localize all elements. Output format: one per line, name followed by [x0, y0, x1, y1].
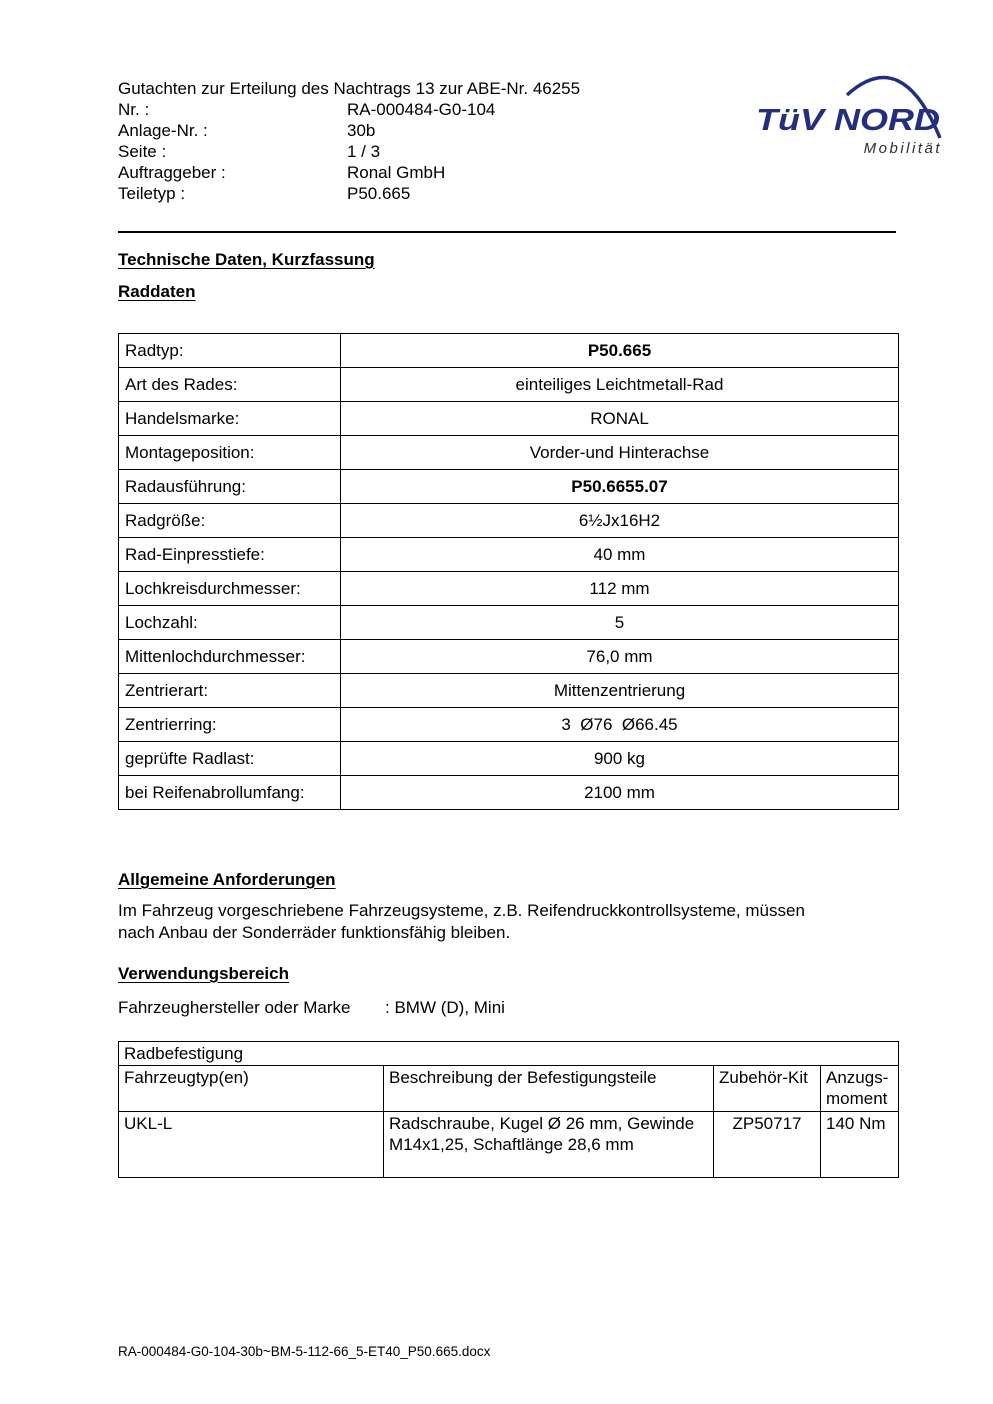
section-heading-allgemeine-anforderungen: Allgemeine Anforderungen [118, 870, 336, 889]
raddaten-label: Radausführung: [119, 470, 341, 504]
raddaten-row [119, 402, 899, 436]
raddaten-row [119, 606, 899, 640]
allgemeine-text-line: Im Fahrzeug vorgeschriebene Fahrzeugsysteme, z.B. Reifendruckkontrollsysteme, müssen [118, 901, 805, 920]
fahrzeughersteller-label: Fahrzeughersteller oder Marke [118, 998, 351, 1017]
raddaten-row [119, 436, 899, 470]
raddaten-value: 2100 mm [341, 776, 899, 810]
header-field-value: P50.665 [347, 184, 411, 203]
header-divider [118, 231, 896, 233]
raddaten-row [119, 640, 899, 674]
raddaten-row [119, 572, 899, 606]
fahrzeughersteller-line [118, 998, 505, 1018]
raddaten-label: Radgröße: [119, 504, 341, 538]
raddaten-label: Handelsmarke: [119, 402, 341, 436]
raddaten-label: Zentrierring: [119, 708, 341, 742]
radbefestigung-header-cell: Fahrzeugtyp(en) [119, 1066, 384, 1112]
footer-filename: RA-000484-G0-104-30b~BM-5-112-66_5-ET40_P50.665.docx [118, 1344, 491, 1359]
raddaten-label: Mittenlochdurchmesser: [119, 640, 341, 674]
raddaten-value: 40 mm [341, 538, 899, 572]
header-field-value: 1 / 3 [347, 142, 381, 161]
raddaten-row [119, 470, 899, 504]
raddaten-row [119, 504, 899, 538]
tuv-nord-logo [752, 50, 952, 157]
raddaten-value: 3 Ø76 Ø66.45 [341, 708, 899, 742]
raddaten-label: geprüfte Radlast: [119, 742, 341, 776]
allgemeine-text-line: nach Anbau der Sonderräder funktionsfähig bleiben. [118, 923, 511, 942]
radbefestigung-header-row [119, 1066, 899, 1112]
radbefestigung-data-cell: Radschraube, Kugel Ø 26 mm, Gewinde M14x1,25, Schaftlänge 28,6 mm [384, 1112, 714, 1178]
raddaten-label: bei Reifenabrollumfang: [119, 776, 341, 810]
header-field [118, 183, 580, 204]
raddaten-row [119, 708, 899, 742]
radbefestigung-title-row [119, 1042, 899, 1066]
section-heading-raddaten: Raddaten [118, 282, 196, 301]
header-field-label: Seite : [118, 142, 167, 161]
document-header [118, 78, 580, 204]
radbefestigung-data-row [119, 1112, 899, 1178]
radbefestigung-data-cell: 140 Nm [821, 1112, 899, 1178]
raddaten-label: Rad-Einpresstiefe: [119, 538, 341, 572]
fahrzeughersteller-value: : BMW (D), Mini [385, 998, 505, 1017]
raddaten-table-body [119, 334, 899, 810]
raddaten-value: P50.6655.07 [341, 470, 899, 504]
raddaten-value: einteiliges Leichtmetall-Rad [341, 368, 899, 402]
raddaten-value: 112 mm [341, 572, 899, 606]
raddaten-label: Radtyp: [119, 334, 341, 368]
raddaten-value: P50.665 [341, 334, 899, 368]
raddaten-row [119, 368, 899, 402]
allgemeine-anforderungen-text [118, 900, 918, 944]
header-field [118, 141, 580, 162]
logo-brand-text: TüV NORD [756, 102, 940, 137]
header-field-label: Teiletyp : [118, 184, 186, 203]
raddaten-row [119, 538, 899, 572]
header-field [118, 162, 580, 183]
document-title: Gutachten zur Erteilung des Nachtrags 13 zur ABE-Nr. 46255 [118, 79, 581, 98]
raddaten-row [119, 674, 899, 708]
radbefestigung-header-cell: Anzugs-moment [821, 1066, 899, 1112]
raddaten-value: 6½Jx16H2 [341, 504, 899, 538]
radbefestigung-data-cell: UKL-L [119, 1112, 384, 1178]
header-field [118, 120, 580, 141]
header-field-value: Ronal GmbH [347, 163, 446, 182]
tuv-nord-logo-graphic [752, 50, 952, 146]
header-field-label: Anlage-Nr. : [118, 121, 208, 140]
raddaten-value: Mittenzentrierung [341, 674, 899, 708]
raddaten-value: Vorder-und Hinterachse [341, 436, 899, 470]
raddaten-value: 76,0 mm [341, 640, 899, 674]
raddaten-value: 5 [341, 606, 899, 640]
raddaten-label: Art des Rades: [119, 368, 341, 402]
radbefestigung-header-cell: Zubehör-Kit [714, 1066, 821, 1112]
radbefestigung-data-cell: ZP50717 [714, 1112, 821, 1178]
raddaten-value: 900 kg [341, 742, 899, 776]
section-heading-technische-daten: Technische Daten, Kurzfassung [118, 250, 375, 269]
radbefestigung-title: Radbefestigung [119, 1042, 899, 1066]
raddaten-label: Lochzahl: [119, 606, 341, 640]
logo-tagline: Mobilität [863, 140, 942, 157]
section-heading-verwendungsbereich: Verwendungsbereich [118, 964, 289, 983]
raddaten-label: Lochkreisdurchmesser: [119, 572, 341, 606]
raddaten-table [118, 333, 899, 810]
header-field-value: 30b [347, 121, 376, 140]
raddaten-label: Montageposition: [119, 436, 341, 470]
raddaten-row [119, 776, 899, 810]
raddaten-row [119, 742, 899, 776]
header-field [118, 99, 580, 120]
raddaten-row [119, 334, 899, 368]
header-field-label: Auftraggeber : [118, 163, 226, 182]
header-field-label: Nr. : [118, 100, 150, 119]
header-field-value: RA-000484-G0-104 [347, 100, 496, 119]
raddaten-value: RONAL [341, 402, 899, 436]
raddaten-label: Zentrierart: [119, 674, 341, 708]
radbefestigung-header-cell: Beschreibung der Befestigungsteile [384, 1066, 714, 1112]
radbefestigung-table [118, 1041, 899, 1178]
